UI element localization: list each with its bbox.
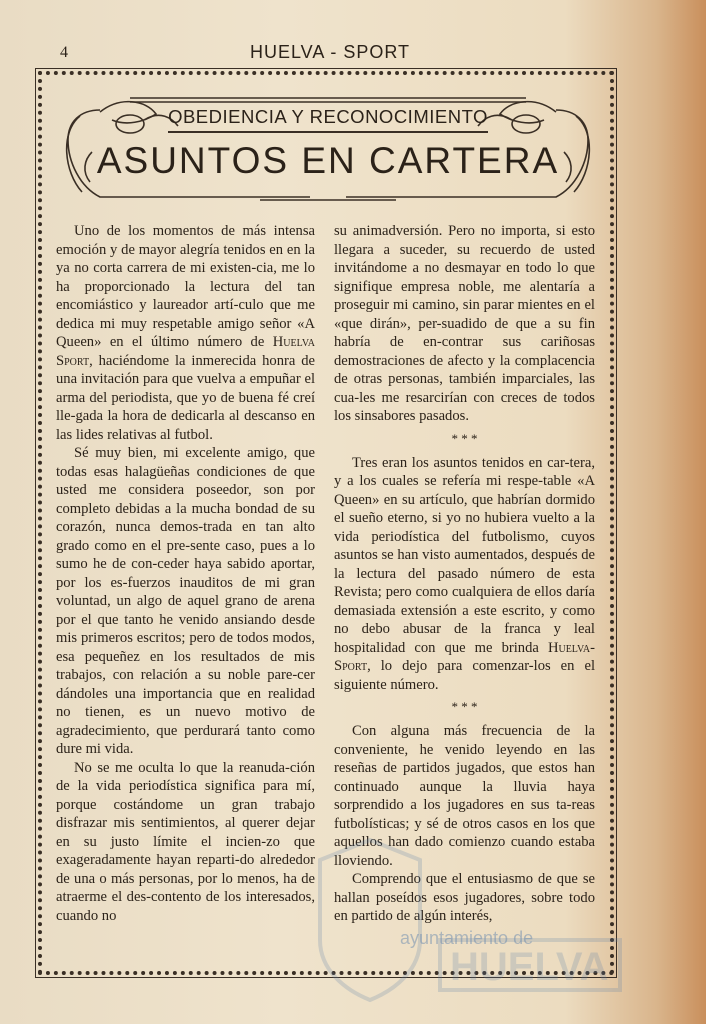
watermark-caption: ayuntamiento de: [400, 928, 534, 948]
paragraph: Comprendo que el entusiasmo de que se hallan poseídos esos jugadores, sobre todo en partido de algún interés,: [334, 871, 595, 924]
magazine-name: Huelva Sport: [56, 334, 315, 369]
section-separator: * * *: [451, 430, 478, 446]
right-column: [334, 222, 595, 926]
magazine-name: Huelva-Sport: [334, 639, 596, 674]
paragraph: Tres eran los asuntos tenidos en car-tera, y a los cuales se refería mi respe-table «A Queen» en su artículo, que habrían dormido el sueño eterno, si yo no hubiera vuelto a la vida periodística del futbolismo, cuyos asuntos se han visto aumentados, después de la lectura del pasado número de esta Revista; pero como cualquiera de ellos daría demasiada extensión a este escrito, y como no debo abusar de la franca y leal hospitalidad con que me brinda Huelva-Sport, lo dejo para comenzar-los en el siguiente número.: [334, 454, 596, 693]
article-headline: ASUNTOS EN CARTERA: [96, 140, 560, 181]
running-title: HUELVA - SPORT: [249, 42, 411, 62]
left-column: [56, 222, 315, 925]
paragraph: Con alguna más frecuencia de la conveniente, he venido leyendo en las reseñas de partidos jugados, que estos han continuado aunque la lluvia haya sorprendido a los jugadores en sus ta-reas futbolísticas; y sé de otros casos en los que aquellos han dado comienzo cuando estaba lloviendo.: [334, 723, 595, 869]
title-box: [60, 92, 596, 207]
paragraph: su animadversión. Pero no importa, si esto llegara a suceder, su recuerdo de usted invitándome a no desmayar en todo lo que signifique empresa noble, me alentaría a proseguir mi camino, sin parar mientes en el «que dirán», per-suadido de que a su fin habría de en-contrar sus cariñosas demostraciones de afecto y la complacencia de otras personas, también imparciales, las cua-les me resarcirían con creces de todos los sinsabores pasados.: [334, 223, 595, 424]
paragraph: Uno de los momentos de más intensa emoción y de mayor alegría tenidos en en la ya no corta carrera de mi existen-cia, me lo ha proporcionado la lectura del tan encomiástico y laureador artí-culo que me dedica mi muy respetable amigo señor «A Queen» en el último número de Huelva Sport, haciéndome la inmerecida honra de una invitación para que vuelva a empuñar el arma del periodista, que yo de buena fé creí lle-gada la hora de dedicarla al descanso en las lides relativas al futbol.: [56, 223, 315, 443]
section-separator: * * *: [451, 699, 478, 714]
page-number: 4: [60, 44, 68, 61]
paragraph: Sé muy bien, mi excelente amigo, que todas esas halagüeñas condiciones de que usted me considera poseedor, son por completo debidas a la mucha bondad de su corazón, nunca demos-trada en tan alto grado como en el pre-sente caso, pues a lo sumo he de con-ceder haya sabido aportar, por los es-fuerzos inauditos de mi gran voluntad, un algo de aquel grano de arena por el que tanto he venido ansiando desde mis primeros escritos; pero de todos modos, esa pequeñez en los resultados de mis trabajos, con relación a su noble pare-cer dándoles una importancia que en realidad no tienen, es un nuevo motivo de agradecimiento, que perdurará tanto como dure mi vida.: [56, 445, 315, 757]
article-kicker: OBEDIENCIA Y RECONOCIMIENTO: [168, 106, 488, 127]
paragraph: No se me oculta lo que la reanuda-ción de la vida periodística significa para mí, porque costándome un gran trabajo disfrazar mis sentimientos, al querer dejar en su justo límite el incien-zo que exageradamente hayan reparti-do alrededor de una o más personas, por lo menos, ha de atraerme el des-contento de los interesados, cuando no: [56, 759, 315, 924]
svg-text:HUELVA: HUELVA: [450, 945, 609, 989]
